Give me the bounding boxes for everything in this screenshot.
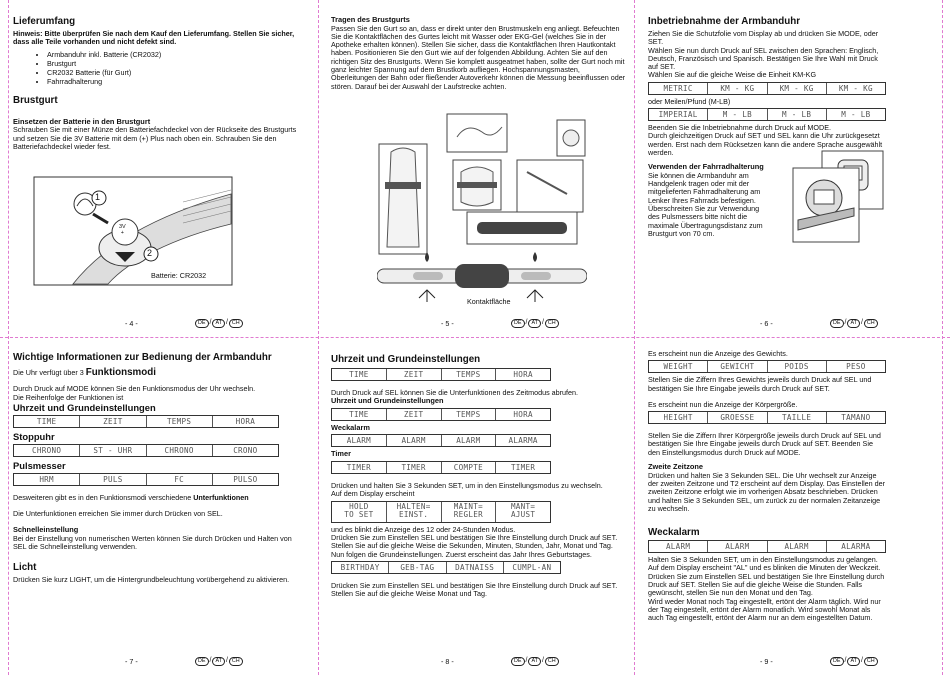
flag-de: DE: [830, 657, 844, 666]
body-text: Drücken und halten Sie 3 Sekunden SEL. Die Uhr wechselt zur Anzeige der zweiten Zeitzone und T2 erscheint auf dem Display. Das Einstellen der zweiten Zeitzone erfolgt wie im vorherigen Absatz beschrieben. Drücken und halten Sie 3 Sekunden SEL, um zurück zu der normalen Zeitanzeige zu wechseln.: [648, 470, 886, 513]
flag-at: AT: [212, 319, 225, 328]
body-text: Wählen Sie nun durch Druck auf SEL zwischen den Sprachen: Englisch, Deutsch, Französisch und Spanisch. Bestätigen Sie Ihre Wahl mit Druck auf SET.: [648, 45, 879, 72]
subheading: Weckalarm: [331, 422, 370, 432]
page-8: [331, 354, 623, 672]
body-text: Durch Druck auf SEL können Sie die Unterfunktionen des Zeitmodus abrufen.: [331, 388, 579, 397]
lcd-time-sub: TIME ZEIT TEMPS HORA: [331, 408, 551, 421]
subheading: Schnelleinstellung: [13, 525, 79, 535]
body-text: Ziehen Sie die Schutzfolie vom Display ab und drücken Sie MODE, oder SET.: [648, 29, 879, 47]
flag-ch: CH: [229, 657, 243, 666]
country-flags: DE / AT / CH: [830, 319, 878, 328]
flag-at: AT: [212, 657, 225, 666]
lcd-weight: WEIGHT GEWICHT POIDS PESO: [648, 360, 886, 373]
body-text: Stellen Sie die Ziffern Ihres Gewichts jeweils durch Druck auf SEL und bestätigen Sie Ihre Eingabe jeweils durch Druck auf SET.: [648, 375, 872, 393]
list-item: • Armbanduhr inkl. Batterie (CR2032): [47, 51, 305, 59]
body-text: Es erscheint nun die Anzeige der Körpergröße.: [648, 399, 798, 409]
flag-ch: CH: [545, 319, 559, 328]
country-flags: DE / AT / CH: [195, 319, 243, 328]
coin-label: 3V +: [119, 224, 126, 236]
body-text: Drücken Sie zum Einstellen SEL und bestätigen Sie Ihre Einstellung durch Druck auf SET. Stellen Sie auf die gleiche Weise die Sekunden, Minuten, Stunden, Jahr, Monat und Tag.: [331, 532, 618, 551]
page-number: - 7 -: [125, 657, 138, 666]
page-title: Tragen des Brustgurts: [331, 16, 410, 24]
page-title: Uhrzeit und Grundeinstellungen: [331, 354, 481, 365]
page-5: [331, 16, 627, 334]
body-text: Stellen Sie die Ziffern Ihrer Körpergröße jeweils durch Druck auf SEL und bestätigen Sie Ihre Eingabe jeweils durch Druck auf SET. Beenden Sie den Einstellungsmodus durch Druck auf MODE.: [648, 431, 881, 457]
body-text: Desweiteren gibt es in den Funktionsmodi verschiedene: [13, 492, 194, 502]
body-text: Die Uhr verfügt über 3: [13, 368, 86, 377]
mode-heading: Pulsmesser: [13, 459, 66, 471]
subheading: Uhrzeit und Grundeinstellungen: [331, 396, 444, 406]
country-flags: DE / AT / CH: [511, 657, 559, 666]
emphasis-text: Funktionsmodi: [85, 367, 156, 378]
lcd-alarm: ALARM ALARM ALARM ALARMA: [331, 434, 551, 447]
flag-de: DE: [511, 657, 525, 666]
flag-at: AT: [528, 657, 541, 666]
body-text: Durch gleichzeitigen Druck auf SET und SEL kann die Uhr zurückgesetzt werden. Erst nach dem Rücksetzen kann die andere Sprache ausgewählt werden.: [648, 131, 883, 157]
contact-area-label: Kontaktfläche: [467, 297, 511, 306]
body-text: Drücken Sie kurz LIGHT, um die Hintergrundbeleuchtung vorübergehend zu aktivieren.: [13, 574, 290, 584]
body-text: Die Reihenfolge der Funktionen ist: [13, 392, 124, 402]
country-flags: DE / AT / CH: [511, 319, 559, 328]
emphasis-text: Unterfunktionen: [193, 492, 249, 502]
flag-at: AT: [847, 319, 860, 328]
page-7: [13, 352, 305, 672]
flag-ch: CH: [864, 319, 878, 328]
page-title: Lieferumfang: [13, 16, 76, 27]
body-text: Nun folgen die Grundeinstellungen. Zuerst erscheint das Jahr Ihres Geburtstages.: [331, 549, 592, 559]
lcd-chrono: CHRONO ST - UHR CHRONO CRONO: [13, 444, 279, 457]
bike-mount-illustration: [792, 150, 884, 244]
list-item: • Brustgurt: [47, 60, 305, 68]
body-text: Wird weder Monat noch Tag eingestellt, ertönt der Alarm täglich. Wird nur der Tag eingestellt, ertönt der Alarm monatlich. Wird sowohl Monat als auch Tag eingestellt, ertönt der Alarm nur an dem eingestellten Datum.: [648, 596, 881, 623]
lcd-birthday: BIRTHDAY GEB-TAG DATNAISS CUMPL-AN: [331, 561, 561, 574]
body-text: Passen Sie den Gurt so an, dass er direkt unter den Brustmuskeln eng anliegt. Befeuchten Sie die Kontaktflächen des Gurtes leicht mit Wasser oder EKG-Gel (welches Sie in der Apotheke erhalten können). Stellen Sie sicher, dass die Kontaktflächen Ihren Hautkontakt haben. Positionieren Sie den Gurt wie auf der folgenden Abbildung. Achten Sie auf den richtigen Sitz des Brustgurts. Wenn Sie komplett ausgeatmet haben, sollte der Gurt noch mit ganz leichter Spannung auf dem Brustkorb aufliegen. Hochspannungsmasten, Oberleitungen der Bahn oder fließender Autoverkehr können die Messung beeinflussen oder stören. Darauf bei der Auswahl der Laufstrecke achten.: [331, 23, 626, 91]
notice-text: Hinweis: Bitte überprüfen Sie nach dem Kauf den Lieferumfang. Stellen Sie sicher, dass alle Teile vorhanden und nicht defekt sind.: [13, 29, 295, 47]
section-heading: Licht: [13, 561, 37, 573]
page-number: - 8 -: [441, 657, 454, 666]
body-text: Schrauben Sie mit einer Münze den Batteriefachdeckel von der Rückseite des Brustgurts und setzen Sie die 3V Batterie mit dem (+) Plus nach oben ein. Schrauben Sie den Batteriefachdeckel wieder fest.: [13, 125, 297, 151]
lcd-alarm: ALARM ALARM ALARM ALARMA: [648, 540, 886, 553]
body-text: oder Meilen/Pfund (M-LB): [648, 96, 731, 106]
page-number: - 5 -: [441, 319, 454, 328]
lcd-time: TIME ZEIT TEMPS HORA: [331, 368, 551, 381]
page-number: - 9 -: [760, 657, 773, 666]
contents-list: [13, 51, 305, 87]
page-title: Inbetriebnahme der Armbanduhr: [648, 16, 801, 27]
lcd-hold-to-set: HOLD TO SET HALTEN= EINST. MAINT= REGLER MANT= AJUST: [331, 501, 551, 523]
flag-at: AT: [847, 657, 860, 666]
chest-strap-illustration: [377, 112, 587, 306]
lcd-time: TIME ZEIT TEMPS HORA: [13, 415, 279, 428]
subheading: Timer: [331, 449, 351, 459]
flag-at: AT: [528, 319, 541, 328]
mode-heading: Uhrzeit und Grundeinstellungen: [13, 401, 156, 413]
body-text: Drücken Sie zum Einstellen SEL und bestätigen Sie Ihre Einstellung durch Druck auf SET. Stellen Sie auf die gleiche Weise die Stunden. Falls gewünscht, stellen Sie nun den Monat und den Tag.: [648, 571, 885, 598]
body-text: Durch Druck auf MODE können Sie den Funktionsmodus der Uhr wechseln.: [13, 384, 256, 394]
subheading: Zweite Zeitzone: [648, 462, 704, 472]
body-text: Halten Sie 3 Sekunden SET, um in den Einstellungsmodus zu gelangen.: [648, 555, 878, 565]
page-6: [648, 16, 886, 334]
battery-illustration: [33, 176, 233, 286]
flag-de: DE: [511, 319, 525, 328]
body-text: Wählen Sie auf die gleiche Weise die Einheit KM-KG: [648, 70, 817, 80]
list-item: • CR2032 Batterie (für Gurt): [47, 69, 305, 77]
list-item: • Fahrradhalterung: [47, 78, 305, 86]
lcd-m-lb: IMPERIAL M - LB M - LB M - LB: [648, 108, 886, 121]
step-2-label: 2: [147, 248, 153, 258]
battery-label: Batterie: CR2032: [151, 271, 207, 280]
lcd-timer: TIMER TIMER COMPTE TIMER: [331, 461, 551, 474]
flag-ch: CH: [545, 657, 559, 666]
flag-de: DE: [195, 319, 209, 328]
lcd-height: HEIGHT GROESSE TAILLE TAMANO: [648, 411, 886, 424]
lcd-hrm: HRM PULS FC PULSO: [13, 473, 279, 486]
page-9: [648, 350, 886, 672]
section-heading: Brustgurt: [13, 94, 58, 106]
body-text: Die Unterfunktionen erreichen Sie immer durch Drücken von SEL.: [13, 509, 223, 519]
body-text: Bei der Einstellung von numerischen Werten können Sie durch Drücken und Halten von SEL die Schnelleinstellung verwenden.: [13, 534, 292, 552]
body-text: Beenden Sie die Inbetriebnahme durch Druck auf MODE.: [648, 123, 831, 133]
body-text: Es erscheint nun die Anzeige des Gewichts.: [648, 350, 788, 358]
mode-heading: Stoppuhr: [13, 430, 55, 442]
flag-de: DE: [195, 657, 209, 666]
guide-line: [0, 337, 950, 338]
body-text: Drücken und halten Sie 3 Sekunden SET, um in den Einstellungsmodus zu wechseln.: [331, 481, 603, 491]
country-flags: DE / AT / CH: [830, 657, 878, 666]
body-text: Drücken Sie zum Einstellen SEL und bestätigen Sie Ihre Einstellung durch Druck auf SET. Stellen Sie auf die gleiche Weise Monat und Tag.: [331, 580, 618, 599]
page-number: - 4 -: [125, 319, 138, 328]
body-text: und es blinkt die Anzeige des 12 oder 24-Stunden Modus.: [331, 524, 516, 534]
section-heading: Weckalarm: [648, 527, 700, 539]
subheading: Einsetzen der Batterie in den Brustgurt: [13, 116, 151, 126]
page-number: - 6 -: [760, 319, 773, 328]
subheading: Verwenden der Fahrradhalterung: [648, 162, 764, 172]
page-title: Wichtige Informationen zur Bedienung der Armbanduhr: [13, 352, 272, 363]
country-flags: DE / AT / CH: [195, 657, 243, 666]
step-1-label: 1: [95, 192, 101, 202]
body-text: Sie können die Armbanduhr am Handgelenk tragen oder mit der mitgelieferten Fahrradhalterung am Lenker Ihres Fahrrads befestigen. Überschreiten Sie zur Verwendung des Pulsmessers bitte nicht die maximale Übertragungsdistanz zum Brustgurt von 70 cm.: [648, 170, 763, 238]
flag-ch: CH: [229, 319, 243, 328]
flag-ch: CH: [864, 657, 878, 666]
flag-de: DE: [830, 319, 844, 328]
lcd-km-kg: METRIC KM - KG KM - KG KM - KG: [648, 82, 886, 95]
body-text: Auf dem Display erscheint "AL" und es blinken die Minuten der Weckzeit.: [648, 563, 881, 573]
page-4: [13, 16, 305, 334]
body-text: Auf dem Display erscheint: [331, 489, 415, 499]
